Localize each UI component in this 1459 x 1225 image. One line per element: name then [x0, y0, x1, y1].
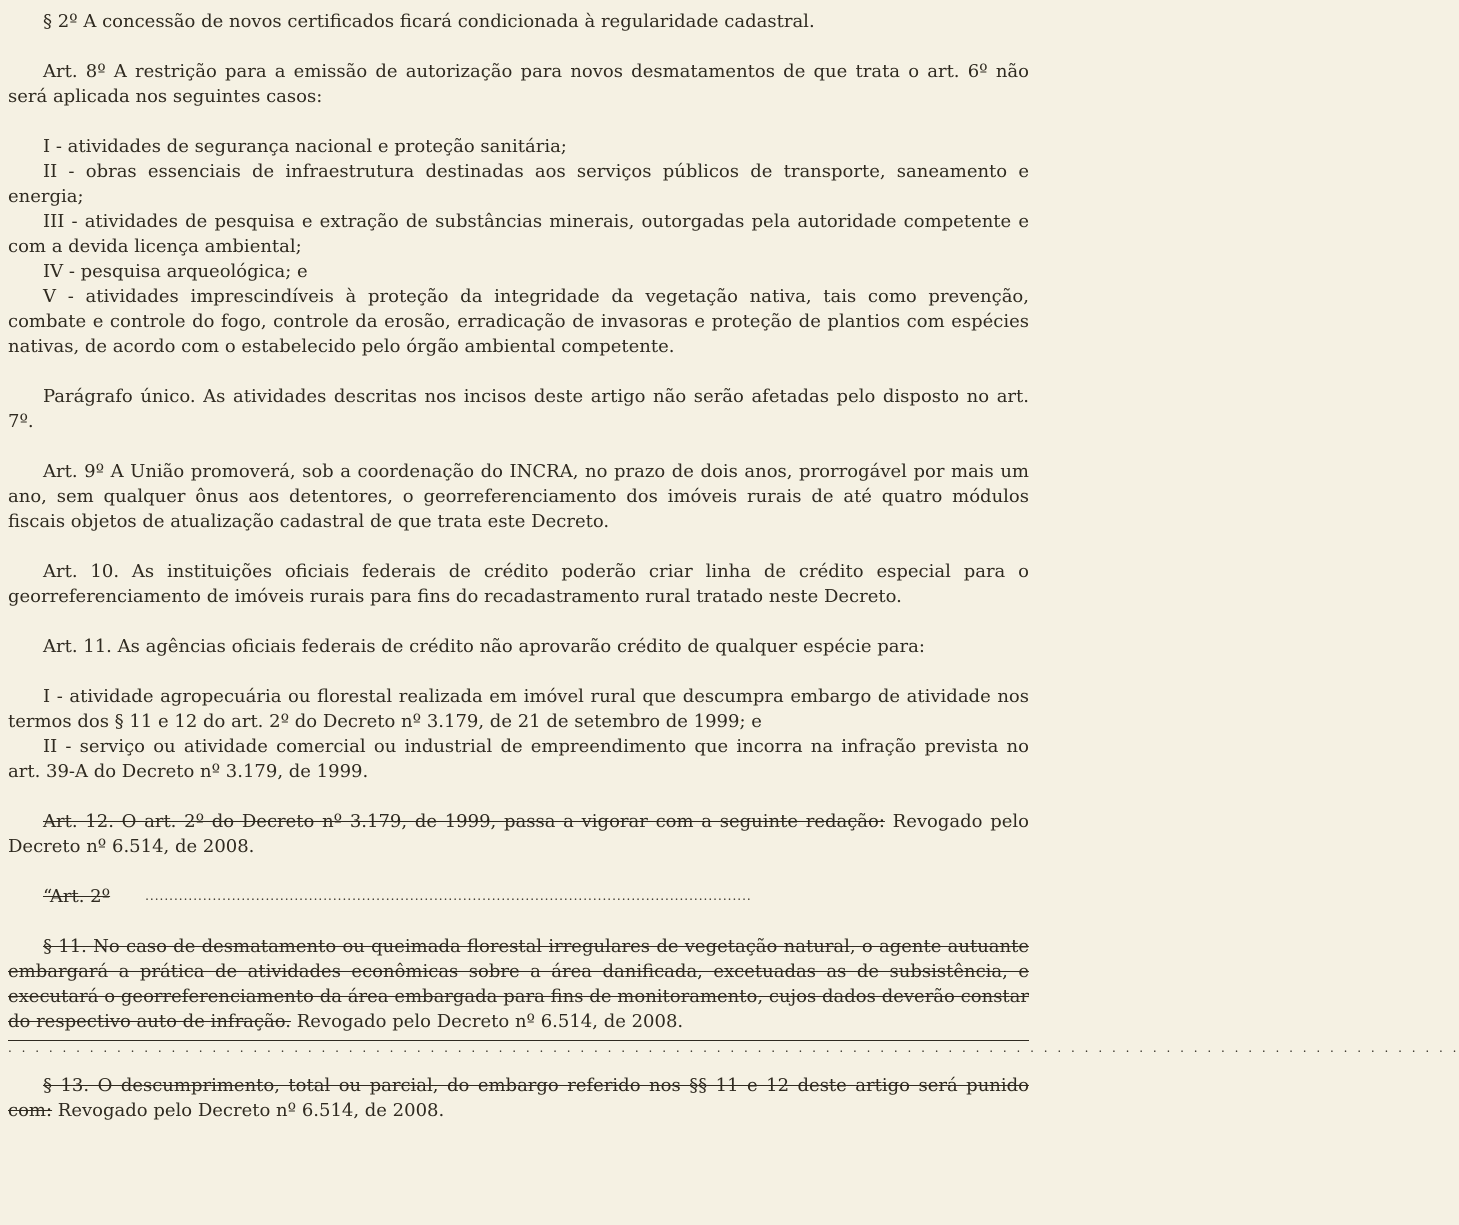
paragraph-2-certificados: § 2º A concessão de novos certificados ficará condicionada à regularidade cadastral.: [43, 11, 815, 32]
article-12-struck-text: Art. 12. O art. 2º do Decreto nº 3.179, de 1999, passa a vigorar com a seguinte redação:: [43, 811, 885, 832]
paragraph-13-struck-text: § 13. O descumprimento, total ou parcial, do embargo referido nos §§ 11 e 12 deste artigo será punido com:: [8, 1075, 1029, 1121]
article-10: Art. 10. As instituições oficiais federais de crédito poderão criar linha de crédito especial para o georreferenciamento de imóveis rurais para fins do recadastramento rural tratado neste Decreto.: [8, 561, 1029, 607]
article-11-inciso-i: I - atividade agropecuária ou florestal realizada em imóvel rural que descumpra embargo de atividade nos termos dos § 11 e 12 do art. 2º do Decreto nº 3.179, de 21 de setembro de 1999; e: [8, 686, 1029, 732]
dotted-separator-rule: . . . . . . . . . . . . . . . . . . . . . . . . . . . . . . . . . . . . . . . . . . . . . . . . . . . . . . . . . . . . . . . . . . . . . . . . . . . . . . . . . . . . . . . . . . . . . . . . . . . . . . . . . . .: [8, 1041, 1459, 1055]
article-11: Art. 11. As agências oficiais federais de crédito não aprovarão crédito de qualquer espécie para:: [43, 636, 925, 657]
inciso-iv: IV - pesquisa arqueológica; e: [43, 261, 308, 282]
article-11-inciso-ii: II - serviço ou atividade comercial ou industrial de empreendimento que incorra na infração prevista no art. 39-A do Decreto nº 3.179, de 1999.: [8, 736, 1029, 782]
art-2-quote-label: “Art. 2º: [43, 886, 111, 907]
inciso-i: I - atividades de segurança nacional e proteção sanitária;: [43, 136, 567, 157]
paragraph-11-struck-text: § 11. No caso de desmatamento ou queimada florestal irregulares de vegetação natural, o agente autuante embargará a prática de atividades econômicas sobre a área danificada, excetuadas as de subsistência, e executará o georreferenciamento da área embargada para fins de monitoramento, cujos dados deverão constar do respectivo auto de infração.: [8, 936, 1029, 1032]
article-8-incisos: [8, 134, 1029, 359]
inciso-v: V - atividades imprescindíveis à proteção da integridade da vegetação nativa, tais como prevenção, combate e controle do fogo, controle da erosão, erradicação de invasoras e proteção de plantios com espécies nativas, de acordo com o estabelecido pelo órgão ambiental competente.: [8, 286, 1029, 357]
article-8: Art. 8º A restrição para a emissão de autorização para novos desmatamentos de que trata o art. 6º não será aplicada nos seguintes casos:: [8, 61, 1029, 107]
paragraph-13-revocation-note: Revogado pelo Decreto nº 6.514, de 2008.: [52, 1100, 445, 1121]
paragraph-11-revocation-note: Revogado pelo Decreto nº 6.514, de 2008.: [290, 1011, 684, 1032]
article-11-incisos: [8, 684, 1029, 784]
paragraph-11-revoked: [8, 934, 1029, 1034]
art-2-quote-line: [8, 884, 1029, 909]
paragrafo-unico: Parágrafo único. As atividades descritas nos incisos deste artigo não serão afetadas pelo disposto no art. 7º.: [8, 386, 1029, 432]
article-12-revoked: [8, 809, 1029, 859]
inciso-ii: II - obras essenciais de infraestrutura destinadas aos serviços públicos de transporte, saneamento e energia;: [8, 161, 1029, 207]
paragraph-13-revoked: [8, 1073, 1029, 1123]
art-2-dotted-fill: ..............................................................................................................................: [145, 889, 752, 903]
article-9: Art. 9º A União promoverá, sob a coordenação do INCRA, no prazo de dois anos, prorrogável por mais um ano, sem qualquer ônus aos detentores, o georreferenciamento dos imóveis rurais de até quatro módulos fiscais objetos de atualização cadastral de que trata este Decreto.: [8, 461, 1029, 532]
inciso-iii: III - atividades de pesquisa e extração de substâncias minerais, outorgadas pela autoridade competente e com a devida licença ambiental;: [8, 211, 1029, 257]
article-12-revocation-note: Revogado pelo Decreto nº 6.514, de 2008.: [8, 811, 1029, 857]
